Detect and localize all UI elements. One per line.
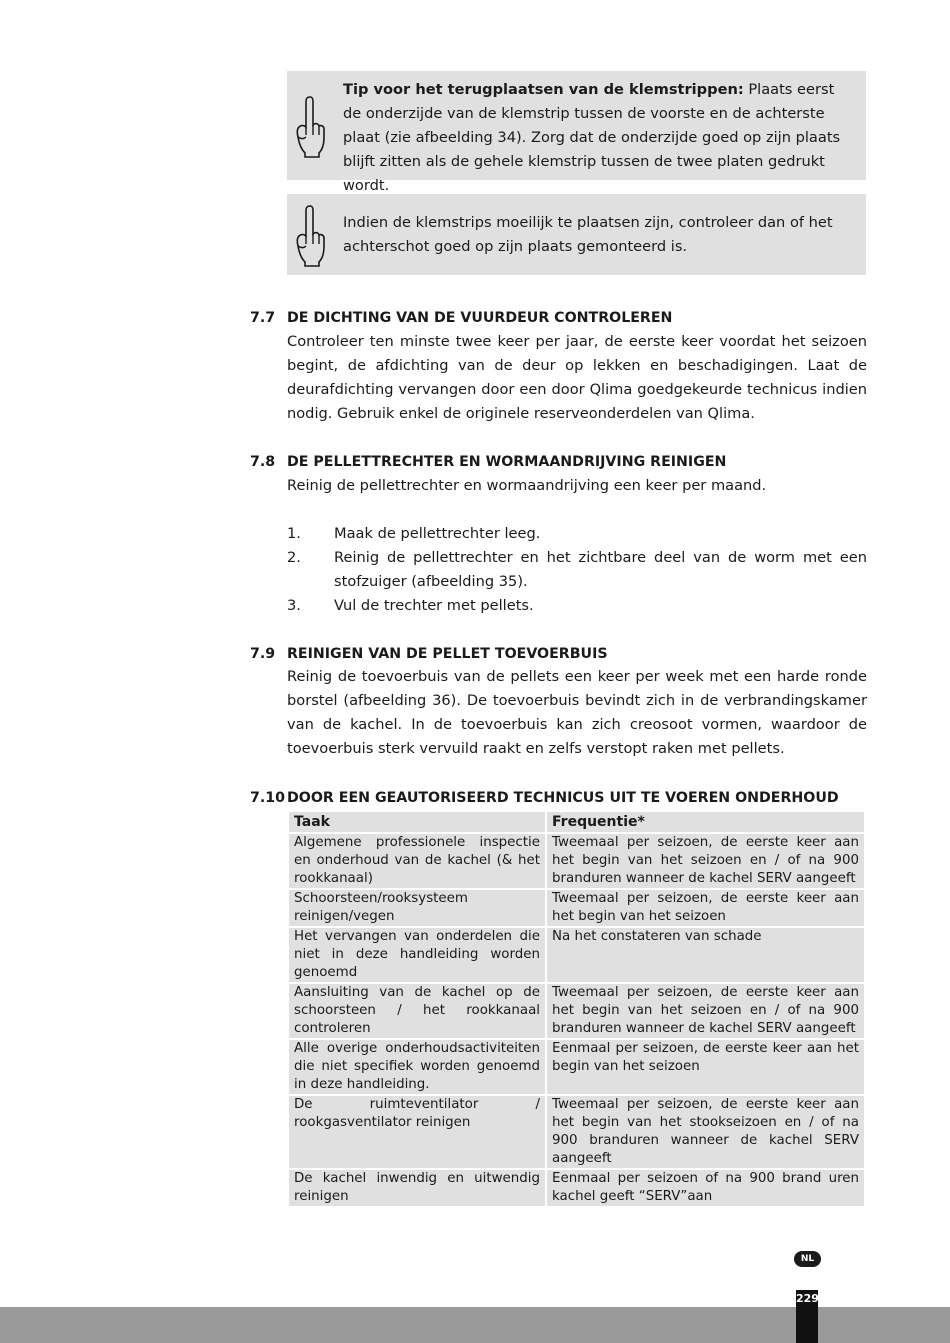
maintenance-table — [287, 810, 866, 1208]
list-item-number: 3. — [287, 597, 301, 614]
list-item-number: 2. — [287, 549, 301, 566]
list-item-number: 1. — [287, 525, 301, 542]
section-heading-7-8 — [250, 450, 867, 474]
tip-box — [287, 194, 866, 275]
table-row — [289, 1096, 864, 1168]
task-cell: Alle overige onderhoudsactiviteiten die niet specifiek worden genoemd in deze handleiding. — [289, 1040, 545, 1094]
section-number: 7.8 — [250, 454, 276, 470]
list-item — [287, 522, 867, 546]
section-title: DE DICHTING VAN DE VUURDEUR CONTROLEREN — [287, 310, 673, 326]
frequency-cell: Na het constateren van schade — [547, 928, 864, 982]
list-item-text: Reinig de pellettrechter en het zichtbare deel van de worm met een stofzuiger (afbeelding 35). — [334, 549, 867, 590]
task-cell: De kachel inwendig en uitwendig reinigen — [289, 1170, 545, 1206]
language-badge: NL — [794, 1251, 821, 1267]
pointing-hand-icon — [293, 95, 327, 159]
list-item — [287, 546, 867, 594]
frequency-cell: Eenmaal per seizoen of na 900 brand uren kachel geeft “SERV”aan — [547, 1170, 864, 1206]
table-row — [289, 984, 864, 1038]
table-header-row — [289, 812, 864, 832]
tip-text — [343, 211, 848, 259]
section-body-7-7: Controleer ten minste twee keer per jaar, de eerste keer voordat het seizoen begint, de afdichting van de deur op lekken en beschadigingen. Laat de deurafdichting vervangen door een door Qlima goedgekeurde technicus indien nodig. Gebruik enkel de originele reserveonderdelen van Qlima. — [287, 333, 867, 422]
column-header-task: Taak — [289, 812, 545, 832]
section-title: DE PELLETTRECHTER EN WORMAANDRIJVING REINIGEN — [287, 454, 727, 470]
page-number: 229 — [796, 1292, 819, 1305]
section-title: DOOR EEN GEAUTORISEERD TECHNICUS UIT TE VOEREN ONDERHOUD — [287, 790, 839, 806]
tip-box — [287, 71, 866, 194]
section-number: 7.7 — [250, 310, 276, 326]
section-body-7-9: Reinig de toevoerbuis van de pellets een keer per week met een harde ronde borstel (afbeelding 36). De toevoerbuis bevindt zich in de verbrandingskamer van de kachel. In de toevoerbuis kan zich creosoot vormen, waardoor de toevoerbuis sterk vervuild raakt en zelfs verstopt raken met pellets. — [287, 668, 867, 757]
section-number: 7.10 — [250, 790, 286, 806]
frequency-cell: Tweemaal per seizoen, de eerste keer aan het begin van het seizoen — [547, 890, 864, 926]
table-row — [289, 834, 864, 888]
list-item-text: Vul de trechter met pellets. — [334, 597, 534, 614]
table-row — [289, 1040, 864, 1094]
table-row — [289, 890, 864, 926]
task-cell: Aansluiting van de kachel op de schoorsteen / het rookkanaal controleren — [289, 984, 545, 1038]
task-cell: Algemene professionele inspectie en onderhoud van de kachel (& het rookkanaal) — [289, 834, 545, 888]
list-item — [287, 594, 867, 618]
table-row — [289, 1170, 864, 1206]
tip-text — [343, 78, 848, 198]
tip-heading: Tip voor het terugplaatsen van de klemstrippen: — [343, 81, 744, 98]
task-cell: Schoorsteen/rooksysteem reinigen/vegen — [289, 890, 545, 926]
task-cell: Het vervangen van onderdelen die niet in deze handleiding worden genoemd — [289, 928, 545, 982]
frequency-cell: Tweemaal per seizoen, de eerste keer aan het begin van het seizoen en / of na 900 branduren wanneer de kachel SERV aangeeft — [547, 984, 864, 1038]
section-body-7-8: Reinig de pellettrechter en wormaandrijving een keer per maand. — [287, 477, 767, 494]
section-title: REINIGEN VAN DE PELLET TOEVOERBUIS — [287, 646, 608, 662]
pointing-hand-icon — [293, 204, 327, 268]
task-cell: De ruimteventilator / rookgasventilator reinigen — [289, 1096, 545, 1168]
table-row — [289, 928, 864, 982]
section-heading-7-9 — [250, 642, 867, 666]
section-heading-7-10 — [250, 786, 867, 810]
section-number: 7.9 — [250, 646, 276, 662]
steps-list — [287, 522, 867, 618]
tip-body: Indien de klemstrips moeilijk te plaatsen zijn, controleer dan of het achterschot goed op zijn plaats gemonteerd is. — [343, 214, 833, 255]
frequency-cell: Eenmaal per seizoen, de eerste keer aan het begin van het seizoen — [547, 1040, 864, 1094]
column-header-frequency: Frequentie* — [547, 812, 864, 832]
tip-body: Plaats eerst de onderzijde van de klemstrip tussen de voorste en de achterste plaat (zie afbeelding 34). Zorg dat de onderzijde goed op zijn plaats blijft zitten als de gehele klemstrip tussen de twee platen gedrukt wordt. — [343, 81, 841, 194]
frequency-cell: Tweemaal per seizoen, de eerste keer aan het begin van het stookseizoen en / of na 900 branduren wanneer de kachel SERV aangeeft — [547, 1096, 864, 1168]
frequency-cell: Tweemaal per seizoen, de eerste keer aan het begin van het seizoen en / of na 900 branduren wanneer de kachel SERV aangeeft — [547, 834, 864, 888]
section-heading-7-7 — [250, 306, 867, 330]
list-item-text: Maak de pellettrechter leeg. — [334, 525, 541, 542]
